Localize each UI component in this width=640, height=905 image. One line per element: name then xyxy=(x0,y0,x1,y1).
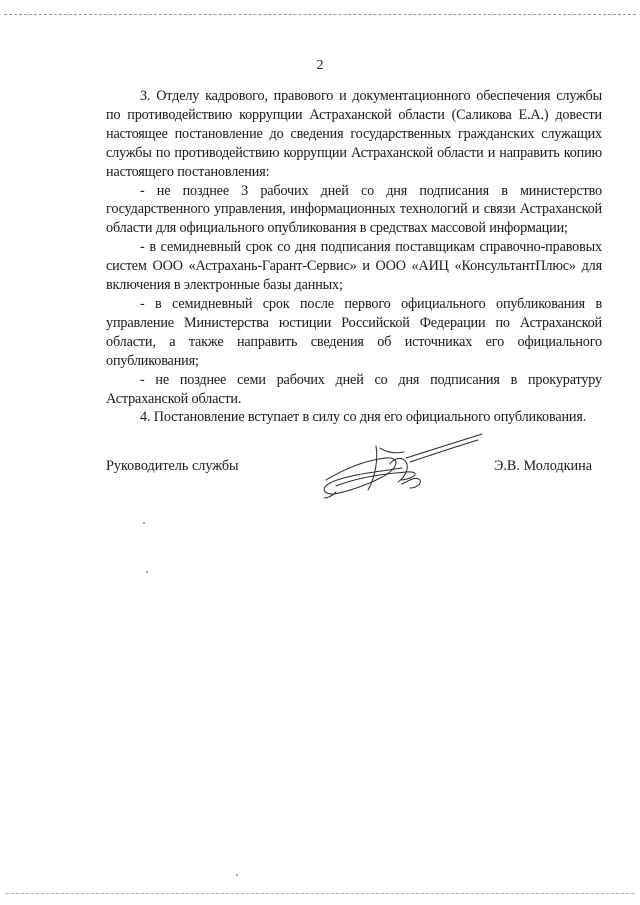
signatory-name: Э.В. Молодкина xyxy=(494,458,592,474)
scan-speck xyxy=(236,874,238,876)
paragraph-clause-3: 3. Отделу кадрового, правового и документационного обеспечения службы по противодействию коррупции Астраханской области (Саликова Е.А.) довести настоящее постановление до сведения государственных гражданских служащих службы по противодействию коррупции Астраханской области и направить копию настоящего постановления: xyxy=(106,88,602,180)
document-body xyxy=(106,87,602,427)
handwritten-signature xyxy=(306,428,486,508)
scan-edge-bottom xyxy=(6,893,634,894)
signature-block xyxy=(106,458,602,518)
paragraph-item-justice: - в семидневный срок после первого официального опубликования в управление Министерства юстиции Российской Федерации по Астраханской области, а также направить сведения об источниках его официального опубликования; xyxy=(106,295,602,369)
paragraph-item-prosecutor: - не позднее семи рабочих дней со дня подписания в прокуратуру Астраханской области. xyxy=(106,371,602,407)
scan-edge-top xyxy=(4,14,636,15)
paragraph-clause-4: 4. Постановление вступает в силу со дня его официального опубликования. xyxy=(140,409,587,426)
paragraph-item-ministry: - не позднее 3 рабочих дней со дня подписания в министерство государственного управления, информационных технологий и связи Астраханской области для официального опубликования в средствах массовой информации; xyxy=(106,182,602,237)
scan-speck xyxy=(146,571,148,573)
page-number: 2 xyxy=(316,58,324,73)
scan-speck xyxy=(143,522,145,524)
paragraph-item-legal-systems: - в семидневный срок со дня подписания поставщикам справочно-правовых систем ООО «Астрахань-Гарант-Сервис» и ООО «АИЦ «КонсультантПлюс» для включения в электронные базы данных; xyxy=(106,239,602,294)
signatory-title: Руководитель службы xyxy=(106,458,239,474)
